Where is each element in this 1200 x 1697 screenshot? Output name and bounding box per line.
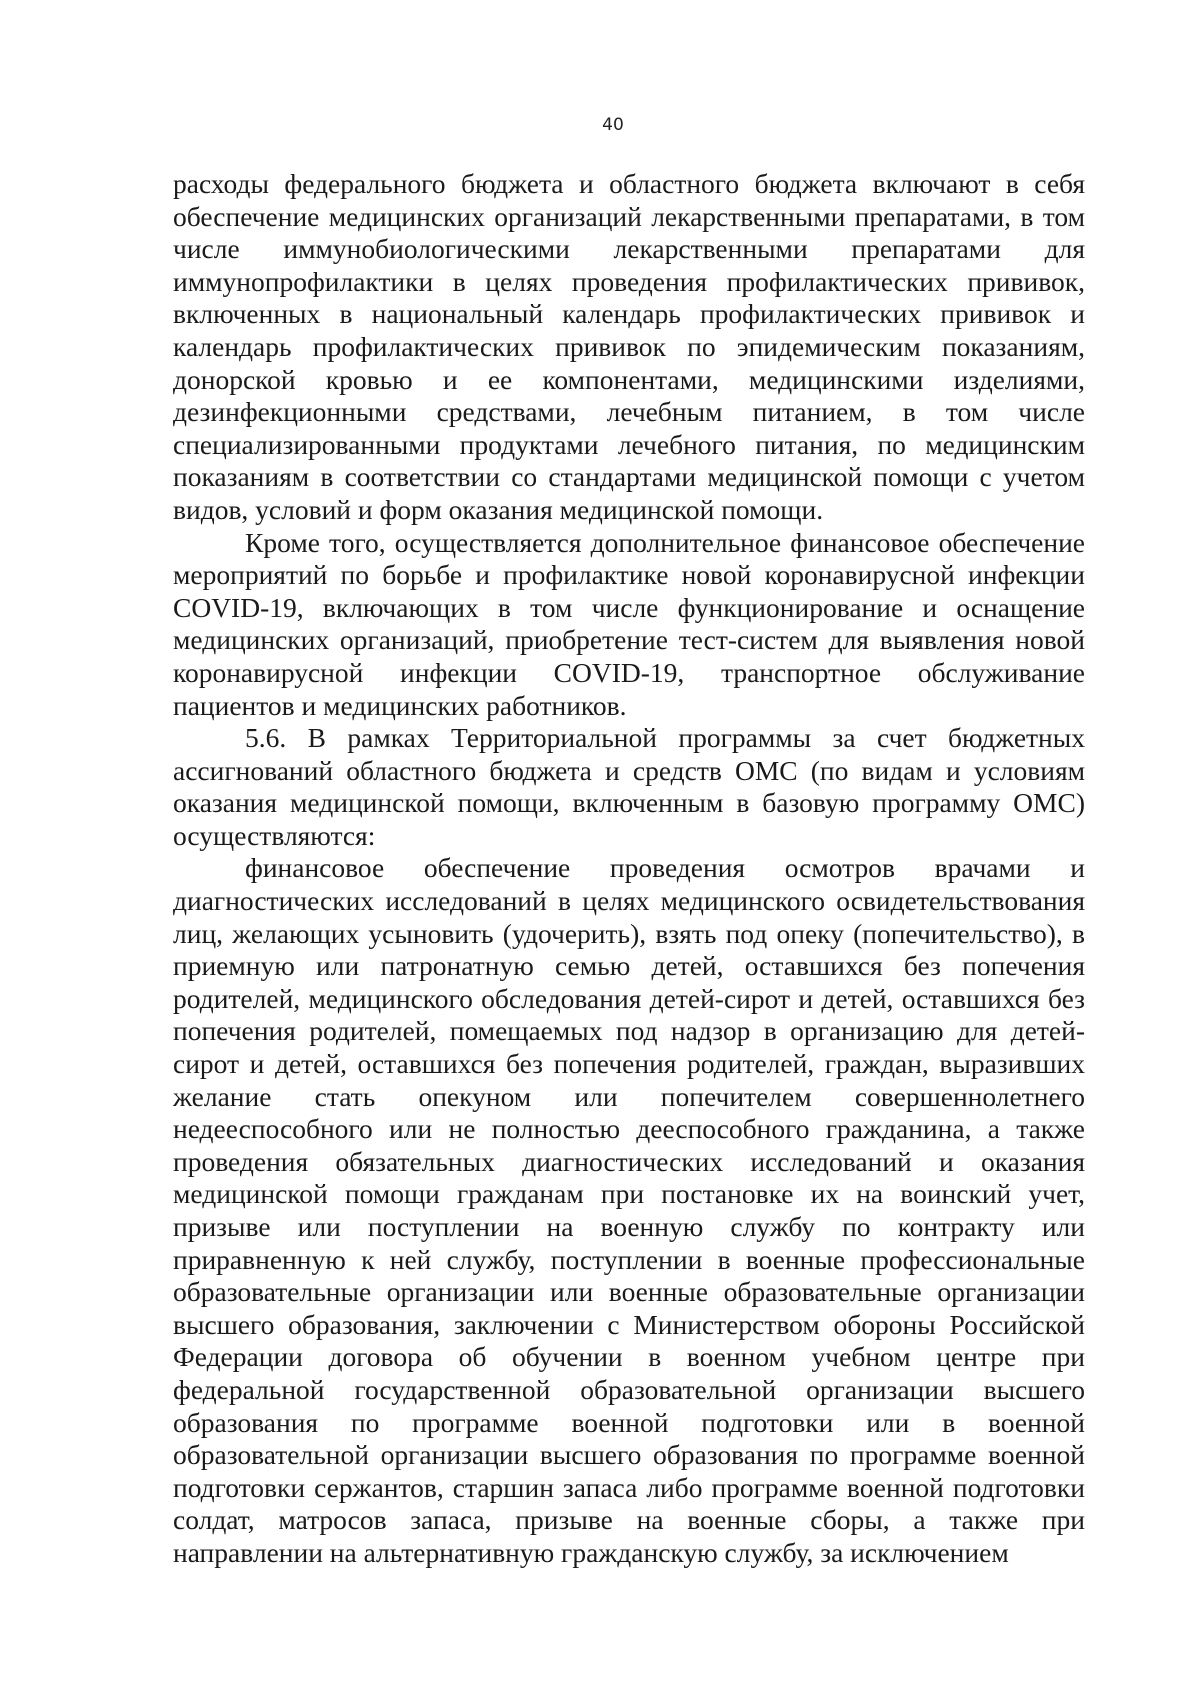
- paragraph-2: Кроме того, осуществляется дополнительное финансовое обеспечение мероприятий по борьбе и профилактике новой коронавирусной инфекции COVID-19, включающих в том числе функционирование и оснащение медицинских организаций, приобретение тест-систем для выявления новой коронавирусной инфекции COVID-19, транспортное обслуживание пациентов и медицинских работников.: [173, 526, 1085, 721]
- paragraph-1: расходы федерального бюджета и областного бюджета включают в себя обеспечение медицинских организаций лекарственными препаратами, в том числе иммунобиологическими лекарственными препаратами для иммунопрофилактики в целях проведения профилактических прививок, включенных в национальный календарь профилактических прививок и календарь профилактических прививок по эпидемическим показаниям, донорской кровью и ее компонентами, медицинскими изделиями, дезинфекционными средствами, лечебным питанием, в том числе специализированными продуктами лечебного питания, по медицинским показаниям в соответствии со стандартами медицинской помощи с учетом видов, условий и форм оказания медицинской помощи.: [173, 168, 1085, 525]
- paragraph-3: 5.6. В рамках Территориальной программы за счет бюджетных ассигнований областного бюджета и средств ОМС (по видам и условиям оказания медицинской помощи, включенным в базовую программу ОМС) осуществляются:: [173, 722, 1085, 851]
- paragraph-4: финансовое обеспечение проведения осмотров врачами и диагностических исследований в целях медицинского освидетельствования лиц, желающих усыновить (удочерить), взять под опеку (попечительство), в приемную или патронатную семью детей, оставшихся без попечения родителей, медицинского обследования детей-сирот и детей, оставшихся без попечения родителей, помещаемых под надзор в организацию для детей-сирот и детей, оставшихся без попечения родителей, граждан, выразивших желание стать опекуном или попечителем совершеннолетнего недееспособного или не полностью дееспособного гражданина, а также проведения обязательных диагностических исследований и оказания медицинской помощи гражданам при постановке их на воинский учет, призыве или поступлении на военную службу по контракту или приравненную к ней службу, поступлении в военные профессиональные образовательные организации или военные образовательные организации высшего образования, заключении с Министерством обороны Российской Федерации договора об обучении в военном учебном центре при федеральной государственной образовательной организации высшего образования по программе военной подготовки или в военной образовательной организации высшего образования по программе военной подготовки сержантов, старшин запаса либо программе военной подготовки солдат, матросов запаса, призыве на военные сборы, а также при направлении на альтернативную гражданскую службу, за исключением: [173, 852, 1085, 1568]
- page-number: 40: [602, 115, 624, 135]
- body-text: [173, 168, 1085, 1570]
